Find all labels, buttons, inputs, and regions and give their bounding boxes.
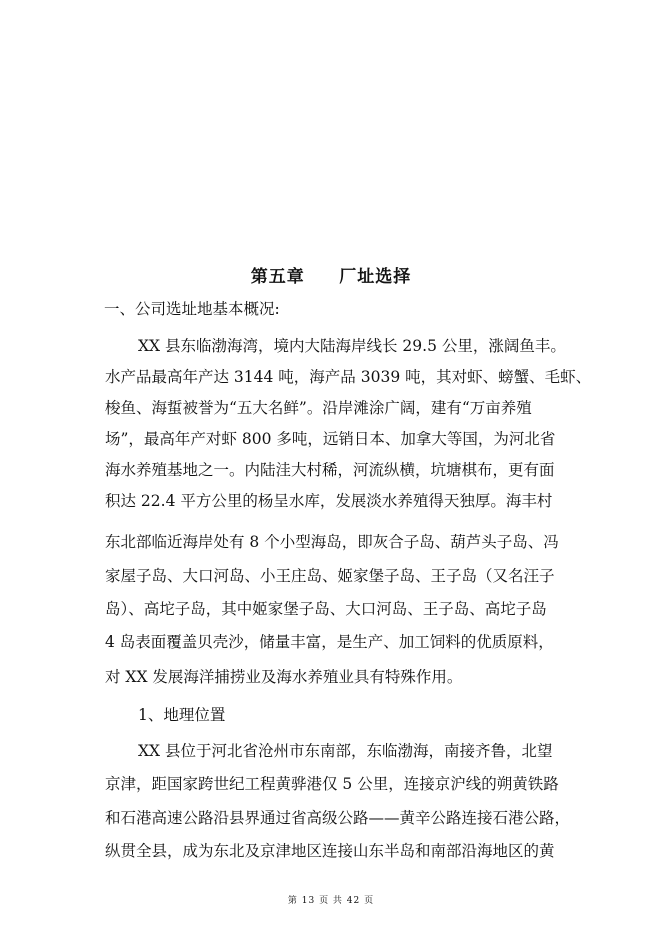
paragraph-line: 积达 22.4 平方公里的杨呈水库，发展淡水养殖得天独厚。海丰村	[105, 492, 553, 510]
paragraph-line: XX 县位于河北省沧州市东南部，东临渤海，南接齐鲁，北望	[138, 742, 553, 760]
paragraph-line: 纵贯全县，成为东北及京津地区连接山东半岛和南部沿海地区的黄	[105, 842, 555, 860]
paragraph-line: 东北部临近海岸处有 8 个小型海岛，即灰合子岛、葫芦头子岛、冯	[105, 533, 559, 551]
chapter-title: 第五章 厂址选择	[250, 267, 412, 287]
paragraph-line: 梭鱼、海蜇被誉为“五大名鲜”。沿岸滩涂广阔，建有“万亩养殖	[105, 399, 532, 417]
paragraph-line: 和石港高速公路沿县界通过省高级公路——黄辛公路连接石港公路，	[105, 809, 571, 827]
paragraph-line: 岛）、高坨子岛，其中姬家堡子岛、大口河岛、王子岛、高坨子岛	[105, 600, 547, 618]
paragraph-line: XX 县东临渤海湾，境内大陆海岸线长 29.5 公里，涨阔鱼丰。	[138, 337, 566, 355]
section-heading: 一、公司选址地基本概况:	[104, 300, 280, 318]
paragraph-line: 京津，距国家跨世纪工程黄骅港仅 5 公里，连接京沪线的朔黄铁路	[105, 775, 559, 793]
paragraph-line: 家屋子岛、大口河岛、小王庄岛、姬家堡子岛、王子岛（又名汪子	[105, 567, 555, 585]
paragraph-line: 海水养殖基地之一。内陆洼大村稀，河流纵横，坑塘棋布，更有面	[105, 461, 555, 479]
paragraph-line: 4 岛表面覆盖贝壳沙，储量丰富，是生产、加工饲料的优质原料，	[105, 633, 554, 651]
paragraph-line: 对 XX 发展海洋捕捞业及海水养殖业具有特殊作用。	[105, 668, 463, 686]
subsection-heading: 1、地理位置	[138, 706, 226, 724]
paragraph-line: 水产品最高年产达 3144 吨，海产品 3039 吨，其对虾、螃蟹、毛虾、	[105, 368, 592, 386]
paragraph-line: 场”，最高年产对虾 800 多吨，远销日本、加拿大等国，为河北省	[105, 430, 556, 448]
page-footer: 第 13 页 共 42 页	[287, 896, 375, 906]
